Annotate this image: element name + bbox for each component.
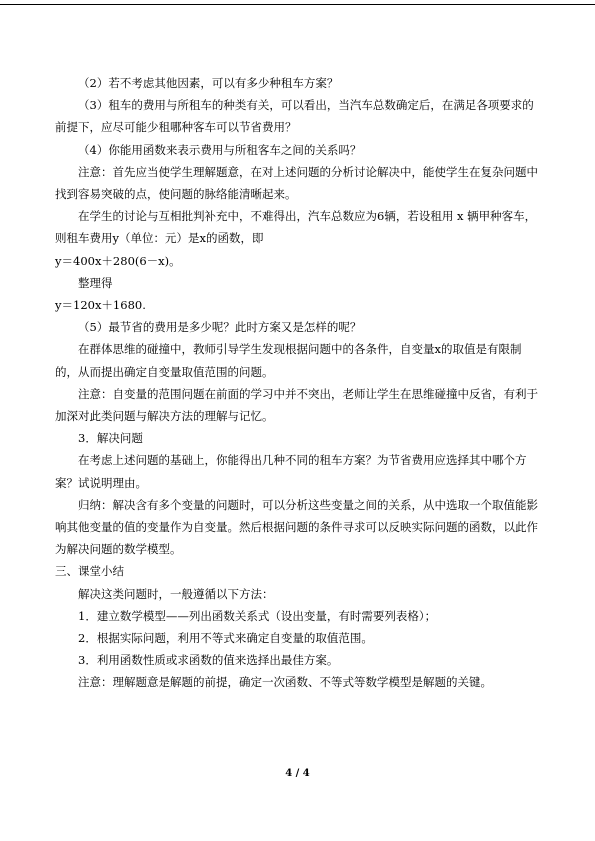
formula-line: y＝120x＋1680. [55,298,146,313]
method-intro: 解决这类问题时，一般遵循以下方法： [78,586,274,601]
header-rule [0,4,595,5]
solve-paragraph: 在考虑上述问题的基础上，你能得出几种不同的租车方案？为节省费用应选择其中哪个方案？试说明理由。 [55,453,527,490]
formula-line: y＝400x＋280(6－x)。 [55,253,181,268]
question-5: （5）最节省的费用是多少呢？此时方案又是怎样的呢？ [78,320,362,335]
method-step: 2．根据实际问题，利用不等式来确定自变量的取值范围。 [78,631,373,646]
question-4: （4）你能用函数来表示费用与所租客车之间的关系吗？ [78,142,362,157]
question-2: （2）若不考虑其他因素，可以有多少种租车方案？ [78,76,339,90]
method-step: 1．建立数学模型——列出函数关系式（设出变量，有时需要列表格）； [78,608,437,623]
document-body [55,72,540,694]
summary-paragraph: 归纳：解决含有多个变量的问题时，可以分析这些变量之间的关系，从中选取一个取值能影响其他变量的值的变量作为自变量。然后根据问题的条件寻求可以反映实际问题的函数，以此作为解决问题的数学模型。 [55,497,538,557]
section-heading: 3．解决问题 [78,431,143,446]
method-step: 3．利用函数性质或求函数的值来选择出最佳方案。 [78,653,339,668]
section-heading: 三、课堂小结 [55,564,124,579]
simplify-label: 整理得 [78,275,113,290]
discussion-paragraph: 在学生的讨论与互相批判补充中，不难得出，汽车总数应为6辆，若设租用 x 辆甲种客车，则租车费用y（单位：元）是x的函数，即 [55,209,537,246]
note-paragraph: 注意：首先应当使学生理解题意，在对上述问题的分析讨论解决中，能使学生在复杂问题中找到容易突破的点，使问题的脉络能清晰起来。 [55,164,538,202]
page-number: 4 / 4 [285,768,310,779]
note-paragraph: 注意：理解题意是解题的前提，确定一次函数、不等式等数学模型是解题的关键。 [78,675,492,690]
question-3: （3）租车的费用与所租车的种类有关，可以看出，当汽车总数确定后，在满足各项要求的前提下，应尽可能少租哪种客车可以节省费用？ [55,98,534,135]
note-paragraph: 注意：自变量的范围问题在前面的学习中并不突出，老师让学生在思维碰撞中反省，有利于加深对此类问题与解决方法的理解与记忆。 [55,386,538,424]
guidance-paragraph: 在群体思维的碰撞中，教师引导学生发现根据问题中的各条件，自变量x的取值是有限制的，从而提出确定自变量取值范围的问题。 [55,342,522,379]
